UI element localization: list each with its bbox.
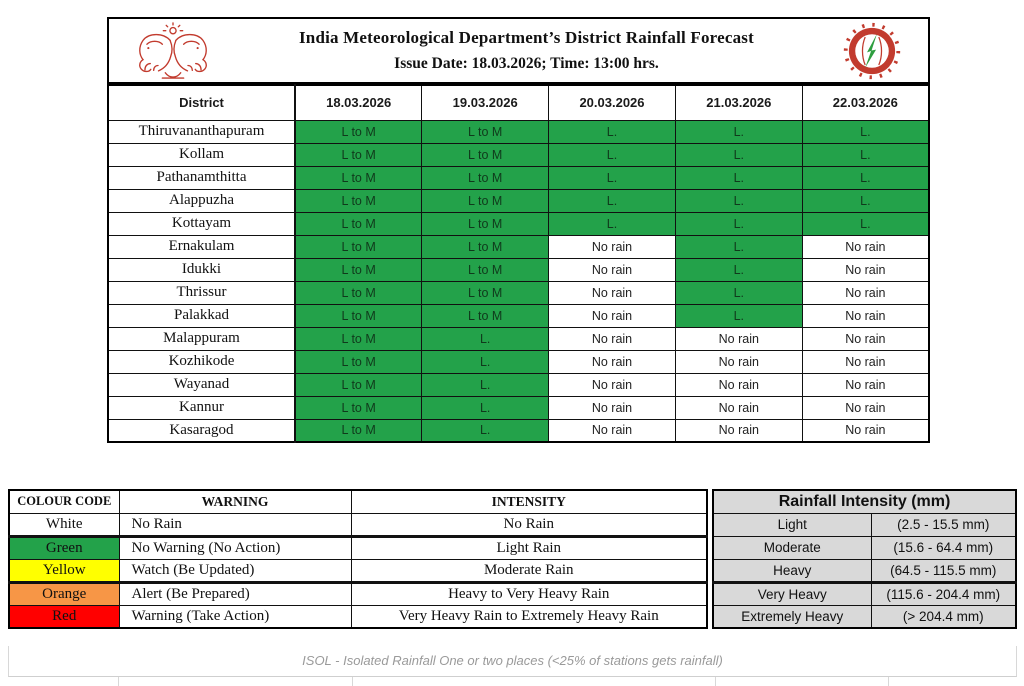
forecast-row [108,212,929,235]
forecast-value-cell: No rain [549,327,676,350]
forecast-row [108,235,929,258]
district-cell: Pathanamthitta [108,166,295,189]
forecast-row [108,120,929,143]
forecast-value-cell: No rain [549,281,676,304]
forecast-value-cell: L to M [295,350,422,373]
forecast-value-cell: L. [675,120,802,143]
colour-swatch-cell: Orange [9,582,119,605]
forecast-value-cell: L. [422,396,549,419]
forecast-row [108,350,929,373]
warning-cell: Alert (Be Prepared) [119,582,351,605]
forecast-value-cell: No rain [675,350,802,373]
district-cell: Wayanad [108,373,295,396]
forecast-value-cell: No rain [549,396,676,419]
forecast-value-cell: No rain [802,281,929,304]
forecast-value-cell: L. [549,166,676,189]
forecast-value-cell: L to M [422,258,549,281]
forecast-value-cell: No rain [802,373,929,396]
forecast-value-cell: L to M [295,235,422,258]
forecast-value-cell: L. [422,327,549,350]
intensity-label-cell: Extremely Heavy [713,605,871,628]
forecast-table-header-row [108,85,929,120]
district-cell: Idukki [108,258,295,281]
grid-line [888,677,889,686]
forecast-value-cell: L to M [422,166,549,189]
forecast-value-cell: L. [549,212,676,235]
forecast-value-cell: L. [675,212,802,235]
forecast-value-cell: L. [675,143,802,166]
district-cell: Kollam [108,143,295,166]
intensity-range-cell: (115.6 - 204.4 mm) [871,582,1016,605]
forecast-value-cell: L. [802,166,929,189]
forecast-value-cell: No rain [675,396,802,419]
forecast-value-cell: L to M [295,281,422,304]
forecast-table-body [108,120,929,442]
imd-logo-icon [842,22,902,80]
grid-line [715,677,716,686]
forecast-value-cell: L to M [295,327,422,350]
warning-cell: No Warning (No Action) [119,536,351,559]
forecast-value-cell: No rain [675,419,802,442]
forecast-row [108,281,929,304]
legend-header-colour-code: COLOUR CODE [9,490,119,513]
intensity-row [713,559,1016,582]
forecast-value-cell: No rain [802,235,929,258]
forecast-value-cell: L to M [422,212,549,235]
district-cell: Kottayam [108,212,295,235]
legend-intensity-cell: No Rain [351,513,707,536]
colour-code-legend-table [8,489,708,629]
forecast-value-cell: No rain [549,258,676,281]
forecast-value-cell: No rain [675,327,802,350]
intensity-table-title: Rainfall Intensity (mm) [713,490,1016,513]
district-cell: Ernakulam [108,235,295,258]
intensity-header-row [713,490,1016,513]
forecast-value-cell: L to M [295,120,422,143]
forecast-value-cell: L to M [422,235,549,258]
forecast-value-cell: L to M [295,373,422,396]
forecast-value-cell: L to M [422,120,549,143]
forecast-value-cell: L to M [295,304,422,327]
colour-swatch-cell: Green [9,536,119,559]
forecast-value-cell: No rain [802,327,929,350]
forecast-value-cell: No rain [549,419,676,442]
intensity-table-body [713,513,1016,628]
kerala-state-emblem-logo-icon [109,22,237,80]
forecast-value-cell: L. [549,189,676,212]
forecast-value-cell: L. [802,189,929,212]
district-rainfall-forecast-table [107,84,930,443]
forecast-value-cell: L to M [422,304,549,327]
column-header-date: 22.03.2026 [802,85,929,120]
legend-row [9,559,707,582]
forecast-value-cell: L. [422,350,549,373]
forecast-value-cell: L to M [295,419,422,442]
legend-header-row [9,490,707,513]
issue-date-line: Issue Date: 18.03.2026; Time: 13:00 hrs. [394,55,659,72]
forecast-value-cell: L. [675,235,802,258]
district-cell: Kannur [108,396,295,419]
colour-swatch-cell: Red [9,605,119,628]
intensity-label-cell: Moderate [713,536,871,559]
district-cell: Alappuzha [108,189,295,212]
imd-logo-icon [816,22,928,80]
legend-intensity-cell: Moderate Rain [351,559,707,582]
forecast-value-cell: No rain [549,304,676,327]
district-cell: Palakkad [108,304,295,327]
column-header-district: District [108,85,295,120]
forecast-value-cell: L. [675,281,802,304]
report-titles [237,28,816,73]
forecast-value-cell: L. [549,120,676,143]
forecast-value-cell: No rain [802,350,929,373]
report-header [107,17,930,84]
forecast-value-cell: L. [675,304,802,327]
warning-cell: No Rain [119,513,351,536]
kerala-emblem-icon [131,22,215,80]
forecast-value-cell: L to M [295,143,422,166]
forecast-value-cell: L. [422,373,549,396]
forecast-value-cell: No rain [802,304,929,327]
rainfall-intensity-table [712,489,1017,629]
intensity-row [713,605,1016,628]
intensity-row [713,536,1016,559]
column-header-date: 19.03.2026 [422,85,549,120]
legend-intensity-cell: Very Heavy Rain to Extremely Heavy Rain [351,605,707,628]
forecast-value-cell: L to M [422,143,549,166]
forecast-value-cell: No rain [802,396,929,419]
forecast-value-cell: L. [802,143,929,166]
legend-row [9,513,707,536]
forecast-value-cell: L. [422,419,549,442]
forecast-value-cell: L to M [422,281,549,304]
forecast-value-cell: No rain [802,258,929,281]
forecast-value-cell: L to M [295,166,422,189]
legend-header-warning: WARNING [119,490,351,513]
intensity-label-cell: Heavy [713,559,871,582]
intensity-row [713,513,1016,536]
colour-swatch-cell: Yellow [9,559,119,582]
forecast-report [107,17,930,443]
forecast-row [108,373,929,396]
forecast-row [108,258,929,281]
intensity-range-cell: (> 204.4 mm) [871,605,1016,628]
forecast-value-cell: L. [802,212,929,235]
forecast-value-cell: No rain [549,373,676,396]
column-header-date: 20.03.2026 [549,85,676,120]
forecast-value-cell: L to M [422,189,549,212]
intensity-row [713,582,1016,605]
intensity-label-cell: Light [713,513,871,536]
district-cell: Thiruvananthapuram [108,120,295,143]
forecast-row [108,189,929,212]
column-header-date: 21.03.2026 [675,85,802,120]
forecast-value-cell: L. [675,189,802,212]
intensity-label-cell: Very Heavy [713,582,871,605]
forecast-value-cell: L to M [295,212,422,235]
forecast-value-cell: L to M [295,396,422,419]
grid-line [118,677,119,686]
legend-table-body [9,513,707,628]
district-cell: Thrissur [108,281,295,304]
legend-row [9,605,707,628]
forecast-row [108,419,929,442]
district-cell: Kasaragod [108,419,295,442]
forecast-value-cell: No rain [549,350,676,373]
column-header-date: 18.03.2026 [295,85,422,120]
intensity-range-cell: (15.6 - 64.4 mm) [871,536,1016,559]
forecast-value-cell: L. [802,120,929,143]
forecast-value-cell: No rain [675,373,802,396]
forecast-row [108,143,929,166]
forecast-value-cell: L to M [295,258,422,281]
legend-header-intensity: INTENSITY [351,490,707,513]
grid-line [352,677,353,686]
forecast-row [108,304,929,327]
forecast-value-cell: L. [549,143,676,166]
forecast-value-cell: L. [675,258,802,281]
warning-cell: Watch (Be Updated) [119,559,351,582]
district-cell: Malappuram [108,327,295,350]
intensity-range-cell: (64.5 - 115.5 mm) [871,559,1016,582]
legend-intensity-cell: Heavy to Very Heavy Rain [351,582,707,605]
forecast-value-cell: L. [675,166,802,189]
intensity-range-cell: (2.5 - 15.5 mm) [871,513,1016,536]
forecast-row [108,327,929,350]
forecast-row [108,396,929,419]
forecast-value-cell: No rain [802,419,929,442]
forecast-value-cell: L to M [295,189,422,212]
legend-intensity-cell: Light Rain [351,536,707,559]
isol-footnote: ISOL - Isolated Rainfall One or two places (<25% of stations gets rainfall) [8,646,1017,677]
district-cell: Kozhikode [108,350,295,373]
forecast-value-cell: No rain [549,235,676,258]
report-title: India Meteorological Department’s District Rainfall Forecast [298,28,754,47]
colour-swatch-cell: White [9,513,119,536]
warning-cell: Warning (Take Action) [119,605,351,628]
legend-row [9,582,707,605]
forecast-row [108,166,929,189]
legend-row [9,536,707,559]
